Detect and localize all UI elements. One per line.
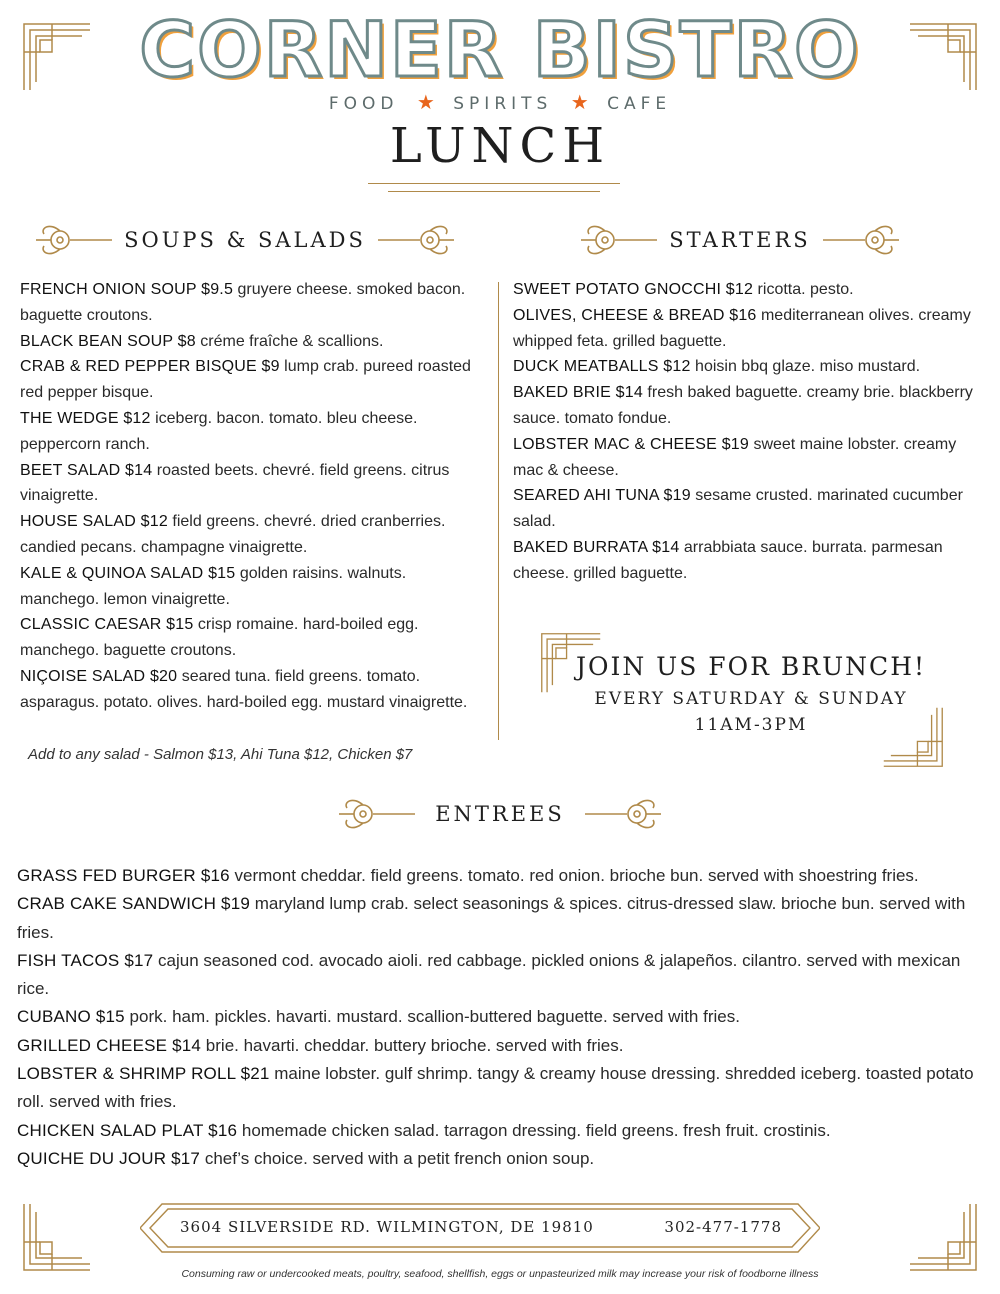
item-name: DUCK MEATBALLS $12 <box>513 358 691 376</box>
list-item <box>20 509 482 561</box>
tagline-cafe: CAFE <box>607 94 672 114</box>
page-title: LUNCH <box>389 118 611 174</box>
item-description: maine lobster. gulf shrimp. tangy & creamy house dressing. shredded iceberg. toasted potato roll. served with fries. <box>17 1064 974 1112</box>
item-description: lump crab. pureed roasted red pepper bisque. <box>20 358 471 402</box>
flourish-right-icon <box>378 220 458 260</box>
item-description: gruyere cheese. smoked bacon. baguette croutons. <box>20 281 466 324</box>
item-description: chef’s choice. served with a petit french onion soup. <box>200 1148 595 1168</box>
item-description: fresh baked baguette. creamy brie. blackberry sauce. tomato fondue. <box>513 384 973 427</box>
item-description: golden raisins. walnuts. manchego. lemon vinaigrette. <box>20 564 407 608</box>
list-item <box>17 1003 987 1031</box>
list-item <box>17 1117 987 1145</box>
brunch-headline: JOIN US FOR BRUNCH! <box>575 652 927 681</box>
item-name: FISH TACOS $17 <box>17 950 154 970</box>
brunch-promo <box>556 652 946 735</box>
item-name: GRASS FED BURGER $16 <box>17 866 230 885</box>
list-item <box>513 380 983 432</box>
item-description: iceberg. bacon. tomato. bleu cheese. peppercorn ranch. <box>20 409 418 453</box>
soups-salads-heading <box>30 218 460 262</box>
title-divider <box>388 191 600 192</box>
item-description: arrabbiata sauce. burrata. parmesan cheese. grilled baguette. <box>513 538 943 582</box>
star-icon: ★ <box>570 90 589 114</box>
brunch-hours: 11AM-3PM <box>694 715 808 735</box>
list-item <box>513 354 983 380</box>
list-item <box>20 561 482 613</box>
list-item <box>17 1060 987 1117</box>
list-item <box>513 483 983 535</box>
item-name: HOUSE SALAD $12 <box>20 513 168 531</box>
item-name: BAKED BRIE $14 <box>513 384 643 402</box>
brand-name: CORNER BISTRO <box>139 5 861 94</box>
item-name: CLASSIC CAESAR $15 <box>20 616 194 634</box>
brunch-days: EVERY SATURDAY & SUNDAY <box>594 689 908 709</box>
starters-title: STARTERS <box>669 228 811 252</box>
soups-salads-list <box>20 277 482 716</box>
item-description: pork. ham. pickles. havarti. mustard. scallion-buttered baguette. served with fries. <box>124 1007 740 1027</box>
item-name: BLACK BEAN SOUP $8 <box>20 332 196 350</box>
item-name: CRAB CAKE SANDWICH $19 <box>17 894 251 914</box>
salad-addon-note: Add to any salad - Salmon $13, Ahi Tuna $12, Chicken $7 <box>28 746 413 763</box>
list-item <box>20 612 482 664</box>
list-item <box>17 1145 987 1173</box>
item-name: FRENCH ONION SOUP $9.5 <box>20 281 234 298</box>
list-item <box>20 406 482 458</box>
item-name: CHICKEN SALAD PLAT $16 <box>17 1120 238 1140</box>
item-name: OLIVES, CHEESE & BREAD $16 <box>513 306 757 324</box>
flourish-right-icon <box>577 794 673 834</box>
entrees-heading <box>310 792 690 836</box>
item-name: BEET SALAD $14 <box>20 461 153 479</box>
item-description: seared tuna. field greens. tomato. asparagus. potato. olives. hard-boiled egg. mustard vinaigrette. <box>20 667 468 711</box>
item-description: roasted beets. chevré. field greens. citrus vinaigrette. <box>20 461 450 505</box>
entrees-list <box>17 862 987 1173</box>
corner-ornament-bottom-left <box>22 1202 92 1272</box>
list-item <box>20 664 482 716</box>
item-description: vermont cheddar. field greens. tomato. red onion. brioche bun. served with shoestring fries. <box>229 866 919 885</box>
star-icon: ★ <box>416 90 435 114</box>
item-description: maryland lump crab. select seasonings & spices. citrus-dressed slaw. brioche bun. served with fries. <box>17 894 966 942</box>
flourish-left-icon <box>327 794 423 834</box>
soups-salads-title: SOUPS & SALADS <box>124 228 366 252</box>
item-name: LOBSTER MAC & CHEESE $19 <box>513 435 749 453</box>
item-description: mediterranean olives. creamy whipped feta. grilled baguette. <box>513 306 971 350</box>
footer-phone: 302-477-1778 <box>664 1218 782 1236</box>
list-item <box>513 303 983 355</box>
list-item <box>20 277 482 329</box>
item-name: THE WEDGE $12 <box>20 409 151 427</box>
tagline-spirits: SPIRITS <box>453 94 553 114</box>
item-name: KALE & QUINOA SALAD $15 <box>20 564 236 582</box>
item-name: NIÇOISE SALAD $20 <box>20 667 178 685</box>
starters-list <box>513 277 983 587</box>
flourish-left-icon <box>577 220 657 260</box>
item-description: sweet maine lobster. creamy mac & cheese. <box>513 435 957 479</box>
food-safety-disclaimer: Consuming raw or undercooked meats, poultry, seafood, shellfish, eggs or unpasteurized milk may increase your risk of foodborne illness <box>181 1268 819 1280</box>
corner-ornament-bottom-right <box>908 1202 978 1272</box>
item-description: brie. havarti. cheddar. buttery brioche. served with fries. <box>201 1035 624 1055</box>
item-description: crisp romaine. hard-boiled egg. manchego. baguette croutons. <box>20 616 419 660</box>
flourish-right-icon <box>823 220 903 260</box>
list-item <box>20 458 482 510</box>
list-item <box>513 277 983 303</box>
footer-address: 3604 SILVERSIDE RD. WILMINGTON, DE 19810 <box>180 1218 594 1236</box>
item-name: LOBSTER & SHRIMP ROLL $21 <box>17 1064 270 1084</box>
list-item <box>17 890 987 947</box>
list-item <box>20 354 482 406</box>
item-name: QUICHE DU JOUR $17 <box>17 1148 201 1168</box>
starters-heading <box>568 218 912 262</box>
item-name: CRAB & RED PEPPER BISQUE $9 <box>20 358 280 376</box>
tagline-food: FOOD <box>328 94 399 114</box>
list-item <box>17 862 987 890</box>
item-description: créme fraîche & scallions. <box>195 332 384 350</box>
item-name: CUBANO $15 <box>17 1007 125 1027</box>
footer-banner <box>140 1202 820 1254</box>
item-name: SWEET POTATO GNOCCHI $12 <box>513 281 754 298</box>
list-item <box>513 535 983 587</box>
list-item <box>17 947 987 1004</box>
item-name: GRILLED CHEESE $14 <box>17 1035 202 1055</box>
item-description: hoisin bbq glaze. miso mustard. <box>690 358 921 376</box>
item-description: cajun seasoned cod. avocado aioli. red cabbage. pickled onions & jalapeños. cilantro. served with mexican rice. <box>17 950 961 999</box>
item-description: homemade chicken salad. tarragon dressing. field greens. fresh fruit. crostinis. <box>237 1120 831 1140</box>
column-divider <box>498 282 499 740</box>
list-item <box>17 1032 987 1060</box>
entrees-title: ENTREES <box>435 802 565 826</box>
list-item <box>513 432 983 484</box>
item-description: ricotta. pesto. <box>753 281 854 298</box>
list-item <box>20 329 482 355</box>
item-name: SEARED AHI TUNA $19 <box>513 487 691 505</box>
item-name: BAKED BURRATA $14 <box>513 538 680 556</box>
flourish-left-icon <box>32 220 112 260</box>
brand-header <box>0 5 1000 114</box>
item-description: sesame crusted. marinated cucumber salad. <box>513 487 963 531</box>
title-divider <box>368 183 620 184</box>
item-description: field greens. chevré. dried cranberries. candied pecans. champagne vinaigrette. <box>20 513 446 556</box>
